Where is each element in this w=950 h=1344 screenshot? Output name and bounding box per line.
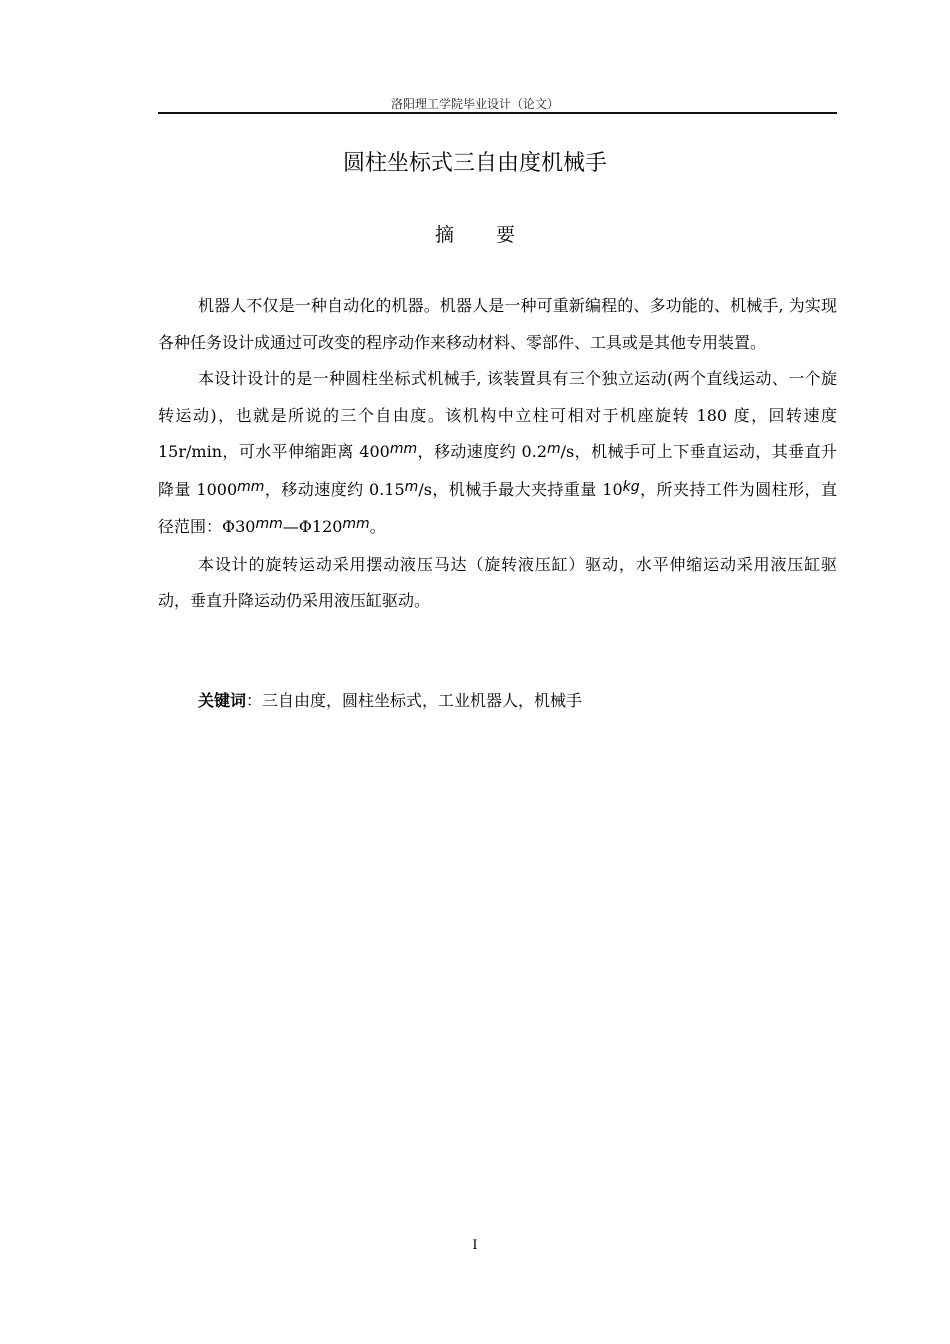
keywords-line	[198, 688, 582, 711]
header-rule	[158, 112, 837, 114]
unit-m: m	[547, 441, 561, 457]
document-title: 圆柱坐标式三自由度机械手	[342, 151, 607, 176]
p2-text-e: /s，机械手最大夹持重量 10	[418, 479, 623, 499]
unit-mm: mm	[255, 516, 283, 532]
unit-mm: mm	[389, 441, 418, 457]
abstract-heading: 摘 要	[434, 224, 534, 246]
p2-text-b: ，移动速度约 0.2	[417, 442, 548, 461]
p2-text-f: ，所夹持工件为圆柱形，直径范围：Φ30	[158, 479, 837, 536]
p2-text-a: 本设计设计的是一种圆柱坐标式机械手, 该装置具有三个独立运动(两个直线运动、一个旋转运动)，也就是所说的三个自由度。该机构中立柱可相对于机座旋转 180 度，回转速度 15r/min，可水平伸缩距离 400	[158, 369, 837, 461]
unit-m: m	[404, 478, 419, 495]
abstract-body	[158, 288, 837, 620]
unit-mm: mm	[237, 478, 265, 495]
unit-kg: kg	[622, 478, 640, 495]
p2-text-d: ，移动速度约 0.15	[264, 479, 405, 499]
abstract-paragraph-1: 机器人不仅是一种自动化的机器。机器人是一种可重新编程的、多功能的、机械手, 为实现各种任务设计成通过可改变的程序动作来移动材料、零部件、工具或是其他专用装置。	[158, 296, 837, 352]
unit-mm: mm	[342, 516, 370, 532]
page-header: 洛阳理工学院毕业设计（论文）	[390, 97, 559, 111]
keywords-separator: ：	[246, 691, 263, 710]
abstract-paragraph-2	[158, 361, 837, 547]
p2-text-h: 。	[369, 517, 386, 536]
abstract-paragraph-3: 本设计的旋转运动采用摆动液压马达（旋转液压缸）驱动，水平伸缩运动采用液压缸驱动，垂直升降运动仍采用液压缸驱动。	[158, 554, 837, 610]
p2-text-c: /s，机械手可上下垂直运动，其垂直升降量 1000	[158, 442, 837, 499]
page-number: I	[472, 1238, 478, 1253]
keywords-text: 三自由度，圆柱坐标式，工业机器人，机械手	[262, 691, 583, 710]
keywords-label: 关键词	[198, 691, 247, 710]
p2-text-g: —Φ120	[282, 517, 343, 536]
